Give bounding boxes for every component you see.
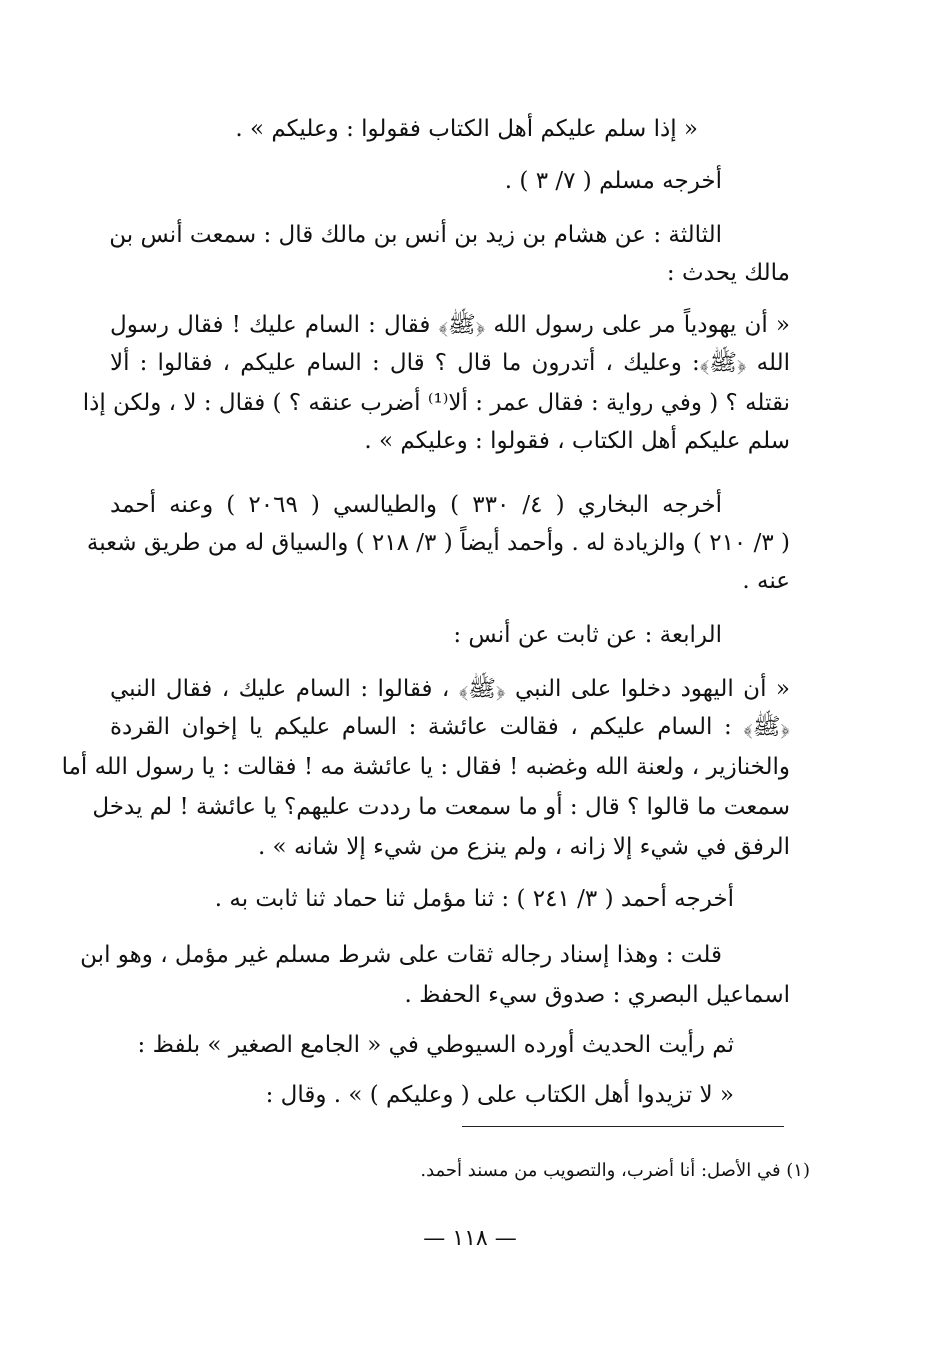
text-line-12: الرابعة : عن ثابت عن أنس : bbox=[453, 622, 722, 648]
text-line-14: ﴿ﷺ﴾ : السام عليكم ، فقالت عائشة : السام عليكم يا إخوان القردة bbox=[110, 714, 790, 740]
text-line-1: « إذا سلم عليكم أهل الكتاب فقولوا : وعليكم » . bbox=[235, 116, 698, 142]
text-line-17: الرفق في شيء إلا زانه ، ولم ينزع من شيء إلا شانه » . bbox=[257, 834, 790, 860]
page-number: — ١١٨ — bbox=[423, 1226, 517, 1251]
text-line-4: مالك يحدث : bbox=[666, 260, 790, 286]
footnote-divider bbox=[462, 1126, 784, 1127]
text-line-19: قلت : وهذا إسناد رجاله ثقات على شرط مسلم غير مؤمل ، وهو ابن bbox=[80, 942, 722, 968]
text-line-16: سمعت ما قالوا ؟ قال : أو ما سمعت ما رددت عليهم؟ يا عائشة ! لم يدخل bbox=[92, 794, 790, 820]
text-line-8: سلم عليكم أهل الكتاب ، فقولوا : وعليكم » . bbox=[364, 428, 790, 454]
text-line-6: الله ﴿ﷺ﴾: وعليك ، أتدرون ما قال ؟ قال : السام عليكم ، فقالوا : ألا bbox=[110, 350, 790, 376]
text-line-10: ( ٣/ ٢١٠ ) والزيادة له . وأحمد أيضاً ( ٣/ ٢١٨ ) والسياق له من طريق شعبة bbox=[86, 530, 790, 556]
text-line-11: عنه . bbox=[742, 568, 790, 594]
text-line-20: اسماعيل البصري : صدوق سيء الحفظ . bbox=[404, 982, 790, 1008]
text-line-18: أخرجه أحمد ( ٣/ ٢٤١ ) : ثنا مؤمل ثنا حماد ثنا ثابت به . bbox=[214, 886, 734, 912]
text-line-9: أخرجه البخاري ( ٤/ ٣٣٠ ) والطيالسي ( ٢٠٦٩ ) وعنه أحمد bbox=[110, 492, 722, 518]
text-line-22: « لا تزيدوا أهل الكتاب على ( وعليكم ) » . وقال : bbox=[265, 1082, 734, 1108]
text-line-7: نقتله ؟ ( وفي رواية : فقال عمر : ألا⁽¹⁾ أضرب عنقه ؟ ) فقال : لا ، ولكن إذا bbox=[82, 390, 790, 416]
text-line-5: « أن يهودياً مر على رسول الله ﴿ﷺ﴾ فقال : السام عليك ! فقال رسول bbox=[110, 312, 790, 338]
text-line-21: ثم رأيت الحديث أورده السيوطي في « الجامع الصغير » بلفظ : bbox=[137, 1032, 734, 1058]
text-line-2: أخرجه مسلم ( ٧/ ٣ ) . bbox=[504, 168, 722, 194]
footnote: (١) في الأصل: أنا أضرب، والتصويب من مسند أحمد. bbox=[420, 1160, 810, 1181]
text-line-13: « أن اليهود دخلوا على النبي ﴿ﷺ﴾ ، فقالوا : السام عليك ، فقال النبي bbox=[110, 676, 790, 702]
text-line-15: والخنازير ، ولعنة الله وغضبه ! فقال : يا عائشة مه ! فقالت : يا رسول الله أما bbox=[61, 754, 790, 780]
text-line-3: الثالثة : عن هشام بن زيد بن أنس بن مالك قال : سمعت أنس بن bbox=[109, 222, 722, 248]
